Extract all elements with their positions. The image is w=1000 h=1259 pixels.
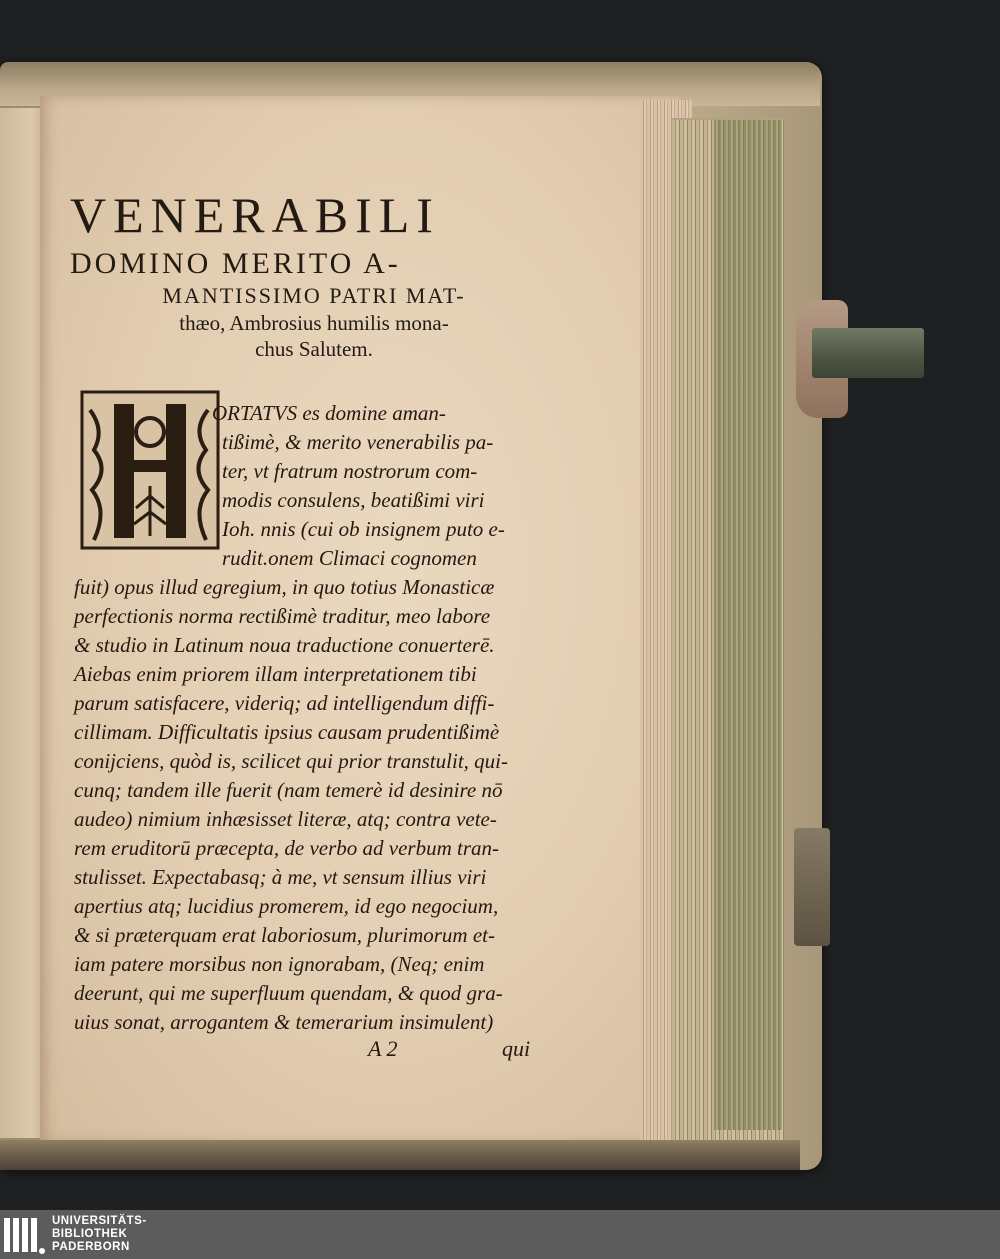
text-line: iam patere morsibus non ignorabam, (Neq; enim xyxy=(74,952,485,976)
heading-line-2: DOMINO MERITO A- xyxy=(70,247,401,280)
text-line: deerunt, qui me superfluum quendam, & quod gra- xyxy=(74,981,503,1005)
text-line: tißimè, & merito venerabilis pa- xyxy=(222,430,494,454)
text-line: cillimam. Difficultatis ipsius causam prudentißimè xyxy=(74,720,500,744)
text-line: & si præterquam erat laboriosum, plurimorum et- xyxy=(74,923,495,947)
text-line: perfectionis norma rectißimè traditur, meo labore xyxy=(74,604,491,628)
heading-line-1: VENERABILI xyxy=(70,187,440,243)
text-line: rudit.onem Climaci cognomen xyxy=(222,546,477,570)
heading-line-5: chus Salutem. xyxy=(255,337,373,361)
university-library-logo-icon xyxy=(2,1214,46,1256)
text-line: uius sonat, arrogantem & temerarium insimulent) xyxy=(74,1010,494,1034)
text-line: ORTATVS es domine aman- xyxy=(212,401,446,425)
text-line: Ioh. nnis (cui ob insignem puto e- xyxy=(222,517,505,541)
text-line: parum satisfacere, videriq; ad intelligendum diffi- xyxy=(74,691,495,715)
text-line: modis consulens, beatißimi viri xyxy=(222,488,485,512)
clasp-metal-icon xyxy=(812,328,924,378)
text-line: rem eruditorū præcepta, de verbo ad verbum tran- xyxy=(74,836,499,860)
text-line: fuit) opus illud egregium, in quo totius Monasticæ xyxy=(74,575,495,599)
cover-bottom-edge xyxy=(0,1140,800,1170)
title-block xyxy=(70,188,540,362)
text-line: apertius atq; lucidius promerem, id ego negocium, xyxy=(74,894,499,918)
signature-mark: A 2 xyxy=(368,1036,398,1061)
text-line: conijciens, quòd is, scilicet qui prior transtulit, qui- xyxy=(74,749,508,773)
decorated-initial xyxy=(80,390,220,550)
text-line: ter, vt fratrum nostrorum com- xyxy=(222,459,478,483)
logo-text-line-2: BIBLIOTHEK xyxy=(52,1228,128,1240)
logo-text-line-1: UNIVERSITÄTS- xyxy=(52,1215,147,1227)
text-line: audeo) nimium inhæsisset literæ, atq; contra vete- xyxy=(74,807,497,831)
heading-line-3: MANTISSIMO PATRI MAT- xyxy=(162,283,466,308)
text-line: & studio in Latinum noua traductione conuerterē. xyxy=(74,633,495,657)
clasp-leather-bottom xyxy=(794,828,830,946)
heading-line-4: thæo, Ambrosius humilis mona- xyxy=(179,311,449,335)
library-footer-bar xyxy=(0,1210,1000,1259)
text-line: Aiebas enim priorem illam interpretationem tibi xyxy=(74,662,477,686)
logo-text-line-3: PADERBORN xyxy=(52,1241,130,1253)
decorated-initial-icon xyxy=(80,390,220,550)
text-line: stulisset. Expectabasq; à me, vt sensum illius viri xyxy=(74,865,487,889)
catchword: qui xyxy=(502,1036,531,1061)
text-line: cunq; tandem ille fuerit (nam temerè id desinire nō xyxy=(74,778,503,802)
fore-edge xyxy=(714,120,782,1130)
